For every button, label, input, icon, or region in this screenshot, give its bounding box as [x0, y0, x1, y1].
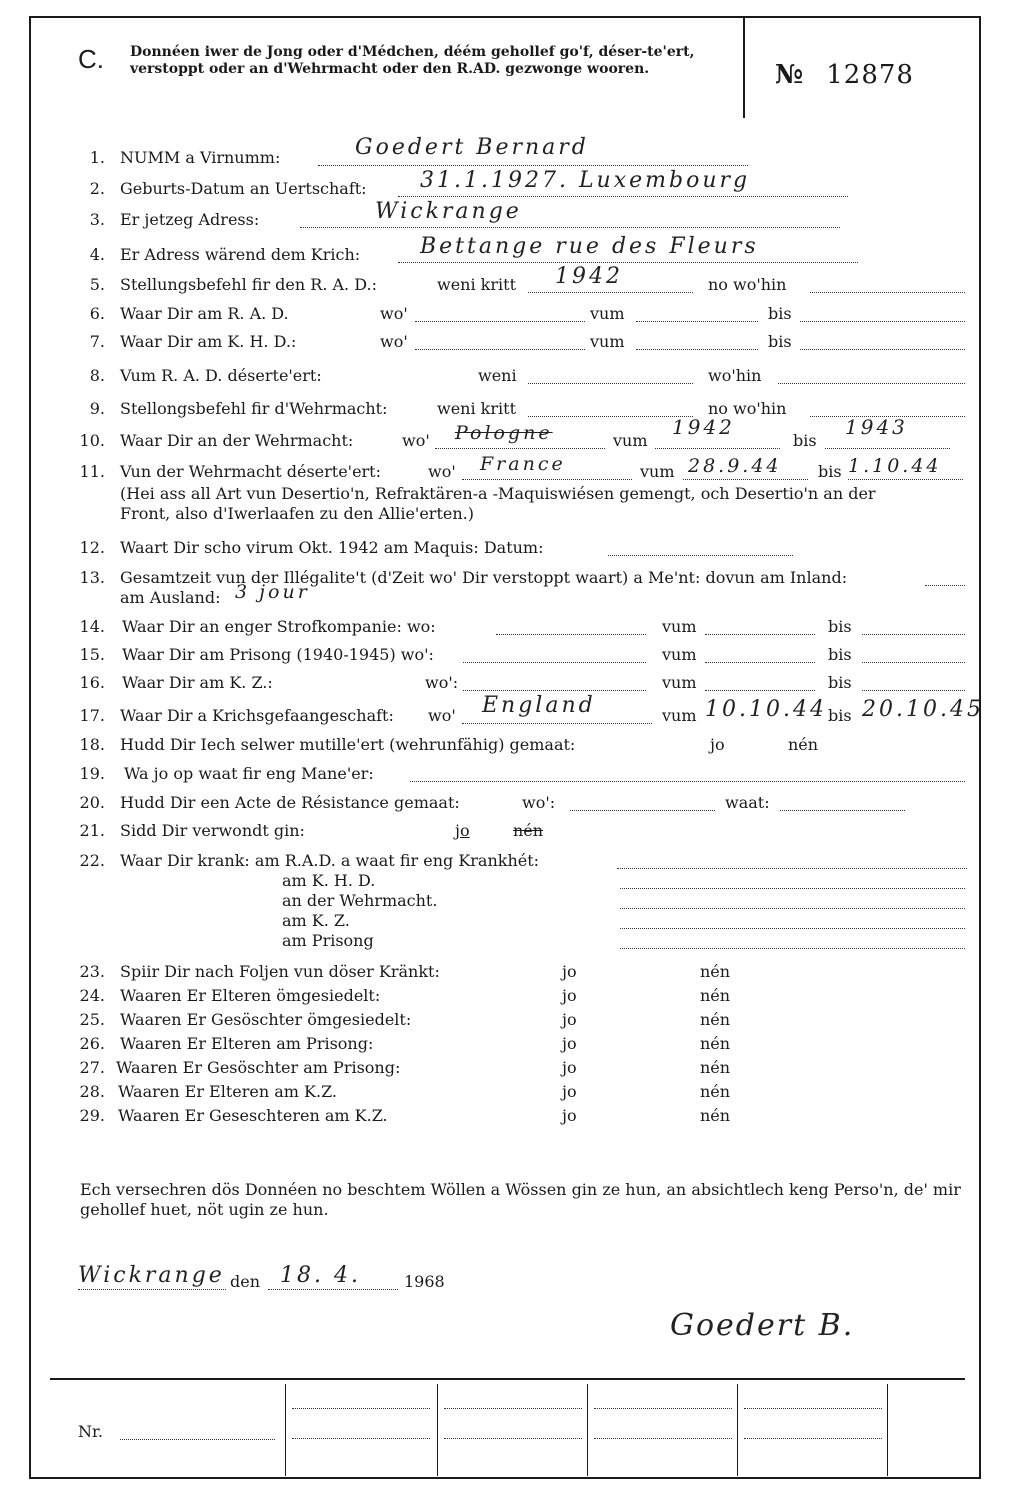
footer-rule: [50, 1378, 965, 1380]
signature: Goedert B.: [670, 1308, 855, 1343]
handwritten-address: Wickrange: [375, 199, 522, 224]
handwritten-war-address: Bettange rue des Fleurs: [420, 234, 759, 259]
answer-no-struck: nén: [513, 821, 544, 840]
handwritten-rad-year: 1942: [555, 264, 623, 289]
handwritten-desert-to: 1.10.44: [848, 455, 942, 477]
handwritten-abroad: 3 jour: [235, 581, 310, 603]
handwritten-pow-to: 20.10.45: [862, 697, 984, 722]
handwritten-wehrmacht-to: 1943: [845, 415, 908, 439]
header-divider: [743, 16, 745, 118]
declaration-text: Ech versechren dös Donnéen no beschtem Wöllen a Wössen gin ze hun, an absichtlech keng Perso'n, de' mir gehollef huet, nöt ugin ze hun.: [80, 1180, 961, 1219]
handwritten-wehrmacht-place: Pologne: [455, 422, 553, 444]
handwritten-place: Wickrange: [78, 1263, 225, 1288]
section-title: Donnéen iwer de Jong oder d'Médchen, déém gehollef go'f, déser-te'ert, verstoppt oder an d'Wehrmacht oder den R.AD. gezwonge wooren.: [130, 44, 695, 77]
handwritten-date: 18. 4.: [280, 1263, 361, 1288]
form-number: [775, 60, 914, 90]
handwritten-pow-place: England: [482, 693, 596, 718]
number-value: 12878: [826, 60, 914, 90]
section-letter: C.: [78, 44, 104, 74]
handwritten-desert-place: France: [480, 453, 566, 475]
handwritten-name: Goedert Bernard: [355, 135, 589, 160]
handwritten-desert-from: 28.9.44: [688, 455, 782, 477]
number-symbol: №: [775, 60, 805, 90]
handwritten-birth: 31.1.1927. Luxembourg: [420, 168, 751, 193]
answer-yes: jo: [455, 821, 470, 840]
handwritten-pow-from: 10.10.44: [705, 697, 827, 722]
handwritten-wehrmacht-from: 1942: [672, 415, 735, 439]
